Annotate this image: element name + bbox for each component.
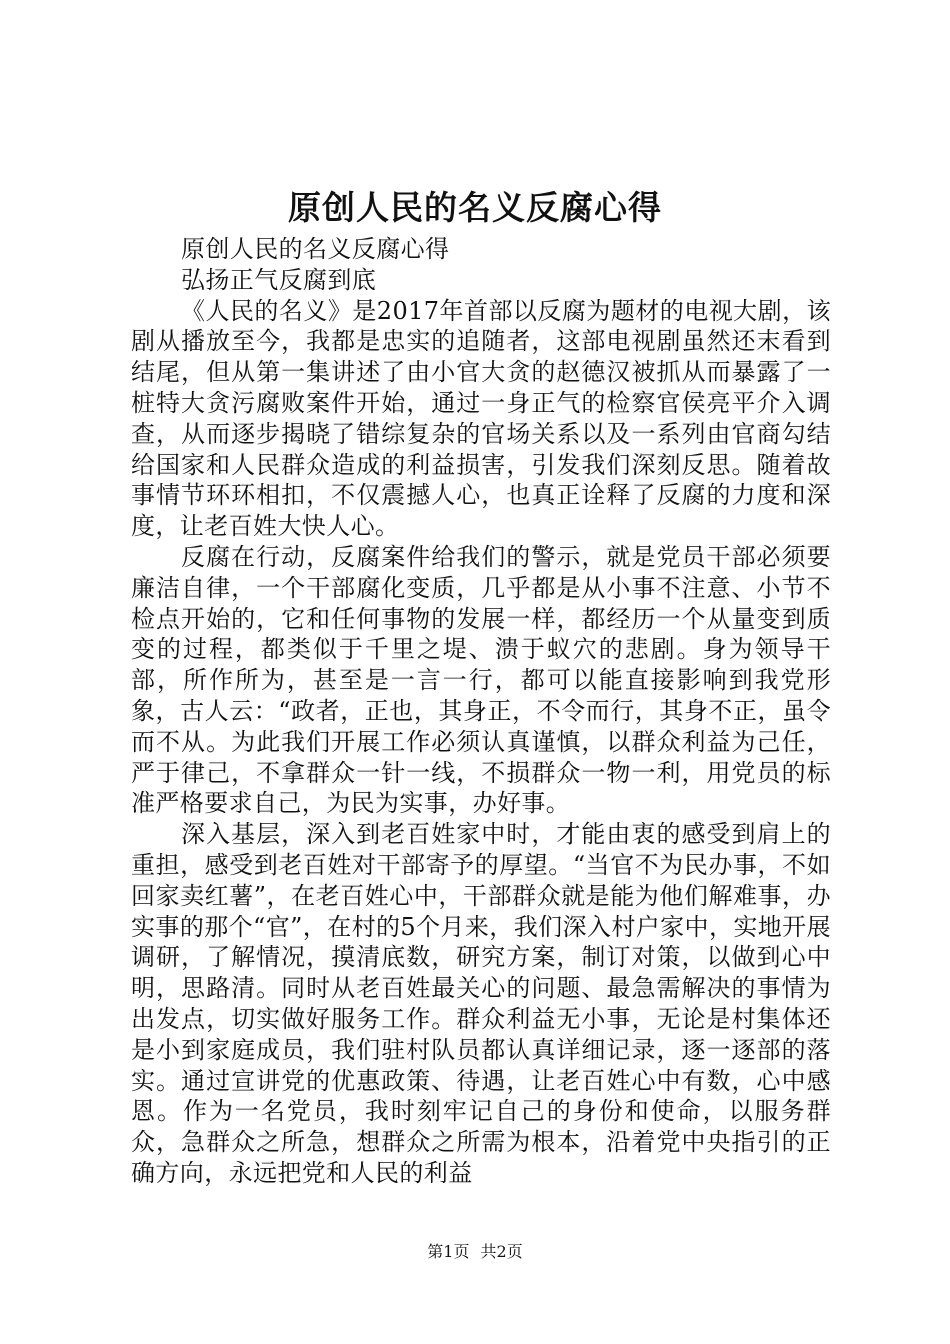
page-number-current: 第1页 [427,1242,470,1261]
body-paragraph-1: 《人民的名义》是2017年首部以反腐为题材的电视大剧，该剧从播放至今，我都是忠实的追随者，这部电视剧虽然还末看到结尾，但从第一集讲述了由小官大贪的赵德汉被抓从而暴露了一桩特大贪污腐败案件开始，通过一身正气的检察官侯亮平介入调查，从而逐步揭晓了错综复杂的官场关系以及一系列由官商勾结给国家和人民群众造成的利益损害，引发我们深刻反思。随着故事情节环环相扣，不仅震撼人心，也真正诠释了反腐的力度和深度，让老百姓大快人心。 [131,296,831,541]
document-title: 原创人民的名义反腐心得 [288,188,662,227]
page-footer [0,1241,950,1263]
body-paragraph-2: 反腐在行动，反腐案件给我们的警示，就是党员干部必须要廉洁自律，一个干部腐化变质，几乎都是从小事不注意、小节不检点开始的，它和任何事物的发展一样，都经历一个从量变到质变的过程，都类似于千里之堤、溃于蚁穴的悲剧。身为领导干部，所作所为，甚至是一言一行，都可以能直接影响到我党形象，古人云：“政者，正也，其身正，不令而行，其身不正，虽令而不从。为此我们开展工作必须认真谨慎，以群众利益为己任，严于律己，不拿群众一针一线，不损群众一物一利，用党员的标准严格要求自己，为民为实事，办好事。 [131,542,831,818]
body-paragraph-heading: 弘扬正气反腐到底 [181,265,377,294]
body-paragraph-subtitle: 原创人民的名义反腐心得 [181,235,450,263]
body-paragraph-3: 深入基层，深入到老百姓家中时，才能由衷的感受到肩上的重担，感受到老百姓对干部寄予的厚望。“当官不为民办事，不如回家卖红薯”，在老百姓心中，干部群众就是能为他们解难事，办实事的那个“官”，在村的5个月来，我们深入村户家中，实地开展调研，了解情况，摸清底数，研究方案，制订对策，以做到心中明，思路清。同时从老百姓最关心的问题、最急需解决的事情为出发点，切实做好服务工作。群众利益无小事，无论是村集体还是小到家庭成员，我们驻村队员都认真详细记录，逐一逐部的落实。通过宣讲党的优惠政策、待遇，让老百姓心中有数，心中感恩。作为一名党员，我时刻牢记自己的身份和使命，以服务群众，急群众之所急，想群众之所需为根本，沿着党中央指引的正确方向，永远把党和人民的利益 [131,820,831,1187]
document-body [131,234,831,1189]
page-number-total: 共2页 [480,1242,523,1261]
